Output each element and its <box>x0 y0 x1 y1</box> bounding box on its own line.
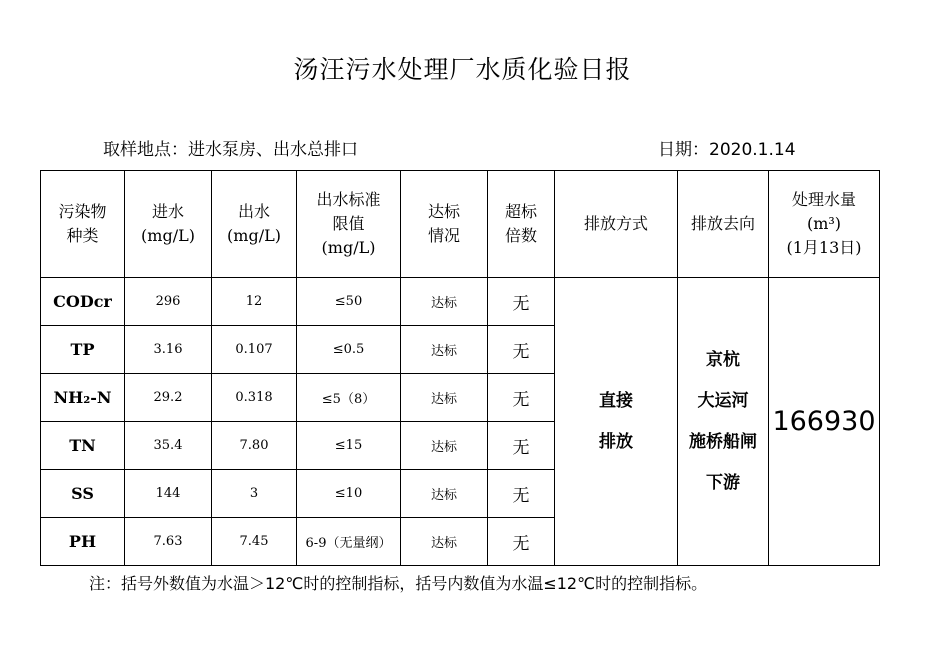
water-quality-table <box>40 170 880 566</box>
status-cell: 达标 <box>401 374 488 422</box>
inflow-cell: 144 <box>125 470 212 518</box>
limit-cell: ≤50 <box>297 278 401 326</box>
discharge-destination-cell: 京杭 大运河 施桥船闸 下游 <box>678 278 769 566</box>
pollutant-cell: CODcr <box>41 278 125 326</box>
header-outflow: 出水 (mg/L) <box>212 171 297 278</box>
outflow-cell: 7.80 <box>212 422 297 470</box>
table-row <box>41 278 880 326</box>
status-cell: 达标 <box>401 518 488 566</box>
outflow-cell: 3 <box>212 470 297 518</box>
header-destination: 排放去向 <box>678 171 769 278</box>
limit-cell: ≤5（8） <box>297 374 401 422</box>
outflow-cell: 0.107 <box>212 326 297 374</box>
header-row <box>41 171 880 278</box>
limit-cell: ≤10 <box>297 470 401 518</box>
header-pollutant: 污染物 种类 <box>41 171 125 278</box>
excess-cell: 无 <box>488 326 555 374</box>
header-inflow: 进水 (mg/L) <box>125 171 212 278</box>
pollutant-cell: TN <box>41 422 125 470</box>
inflow-cell: 35.4 <box>125 422 212 470</box>
treated-volume-cell: 166930 <box>769 278 880 566</box>
header-volume: 处理水量 (m³) (1月13日) <box>769 171 880 278</box>
header-excess: 超标 倍数 <box>488 171 555 278</box>
pollutant-cell: TP <box>41 326 125 374</box>
status-cell: 达标 <box>401 326 488 374</box>
inflow-cell: 296 <box>125 278 212 326</box>
excess-cell: 无 <box>488 374 555 422</box>
report-date: 日期：2020.1.14 <box>658 140 796 160</box>
limit-cell: ≤15 <box>297 422 401 470</box>
outflow-cell: 7.45 <box>212 518 297 566</box>
inflow-cell: 29.2 <box>125 374 212 422</box>
excess-cell: 无 <box>488 518 555 566</box>
limit-cell: ≤0.5 <box>297 326 401 374</box>
inflow-cell: 7.63 <box>125 518 212 566</box>
pollutant-cell: PH <box>41 518 125 566</box>
sampling-location: 取样地点：进水泵房、出水总排口 <box>103 140 358 160</box>
status-cell: 达标 <box>401 422 488 470</box>
status-cell: 达标 <box>401 278 488 326</box>
report-title: 汤汪污水处理厂水质化验日报 <box>293 55 632 84</box>
excess-cell: 无 <box>488 470 555 518</box>
outflow-cell: 12 <box>212 278 297 326</box>
inflow-cell: 3.16 <box>125 326 212 374</box>
footnote: 注：括号外数值为水温＞12℃时的控制指标，括号内数值为水温≤12℃时的控制指标。 <box>89 574 708 593</box>
outflow-cell: 0.318 <box>212 374 297 422</box>
header-limit: 出水标准 限值 (mg/L) <box>297 171 401 278</box>
discharge-method-cell: 直接 排放 <box>555 278 678 566</box>
excess-cell: 无 <box>488 278 555 326</box>
limit-cell: 6-9（无量纲） <box>297 518 401 566</box>
status-cell: 达标 <box>401 470 488 518</box>
pollutant-cell: SS <box>41 470 125 518</box>
header-method: 排放方式 <box>555 171 678 278</box>
excess-cell: 无 <box>488 422 555 470</box>
header-status: 达标 情况 <box>401 171 488 278</box>
pollutant-cell: NH₂-N <box>41 374 125 422</box>
